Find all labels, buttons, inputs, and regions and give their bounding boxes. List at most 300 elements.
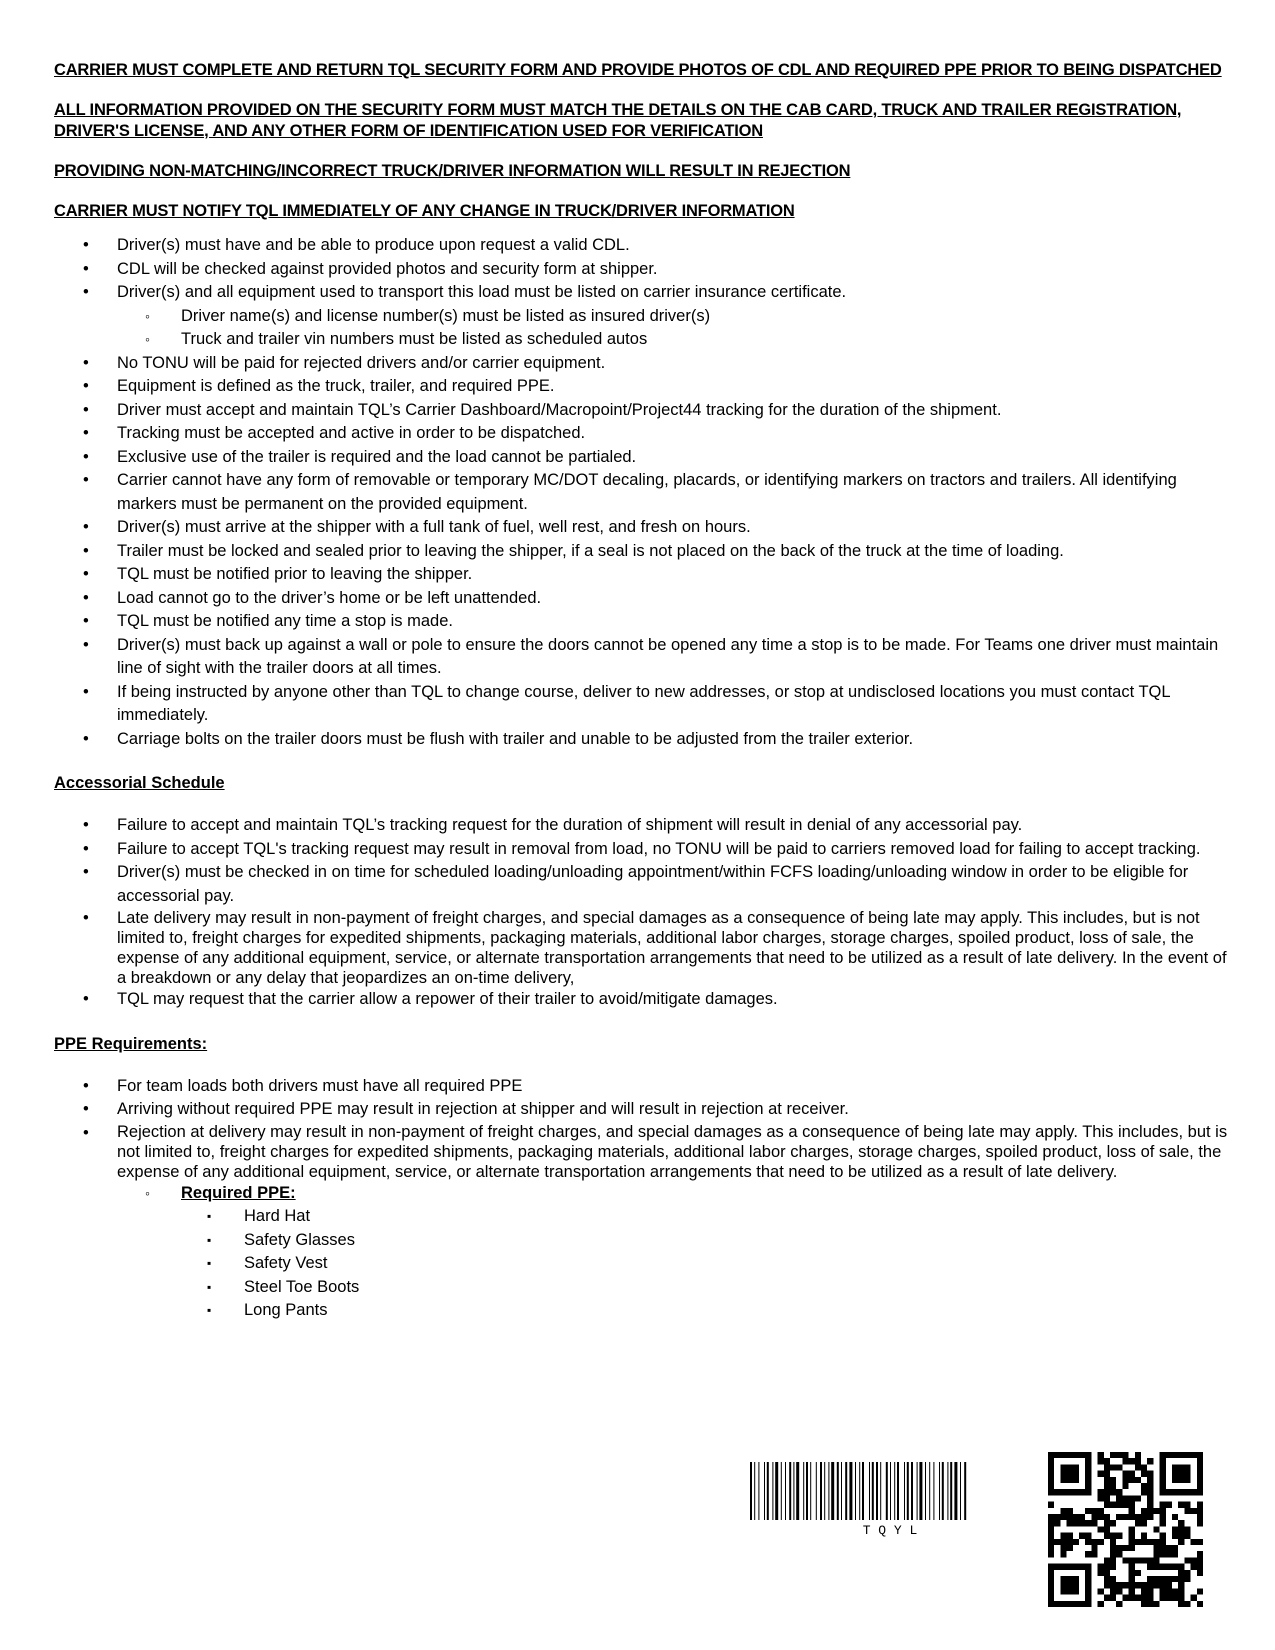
qr-data-module — [1147, 1477, 1153, 1483]
qr-finder-module — [1048, 1458, 1054, 1464]
qr-finder-module — [1067, 1452, 1073, 1458]
qr-finder-module — [1067, 1601, 1073, 1607]
qr-finder-module — [1048, 1582, 1054, 1588]
qr-data-module — [1135, 1570, 1141, 1576]
qr-data-module — [1104, 1576, 1110, 1582]
qr-data-module — [1116, 1514, 1122, 1520]
sub-list-item: ◦ Driver name(s) and license number(s) must be listed as insured driver(s) — [54, 305, 1234, 329]
barcode-bar — [845, 1462, 847, 1520]
header-notify-change: CARRIER MUST NOTIFY TQL IMMEDIATELY OF ANY CHANGE IN TRUCK/DRIVER INFORMATION — [54, 202, 795, 220]
barcode-bar — [904, 1462, 905, 1520]
qr-finder-module — [1048, 1464, 1054, 1470]
qr-data-module — [1110, 1502, 1116, 1508]
qr-data-module — [1129, 1514, 1135, 1520]
qr-data-module — [1160, 1508, 1166, 1514]
qr-data-module — [1135, 1595, 1141, 1601]
qr-finder-module — [1178, 1452, 1184, 1458]
qr-data-module — [1153, 1576, 1159, 1582]
qr-data-module — [1197, 1508, 1203, 1514]
barcode-bar — [775, 1462, 778, 1520]
qr-finder-module — [1054, 1564, 1060, 1570]
barcode-bar — [917, 1462, 918, 1520]
qr-data-module — [1129, 1477, 1135, 1483]
qr-data-module — [1197, 1551, 1203, 1557]
qr-data-module — [1184, 1557, 1190, 1563]
qr-finder-module — [1085, 1601, 1091, 1607]
qr-finder-module — [1048, 1595, 1054, 1601]
qr-finder-module — [1067, 1576, 1073, 1582]
barcode-bar — [855, 1462, 856, 1520]
qr-finder-module — [1085, 1582, 1091, 1588]
qr-finder-module — [1172, 1489, 1178, 1495]
barcode-bar — [831, 1462, 834, 1520]
qr-finder-module — [1067, 1582, 1073, 1588]
barcode-bar — [911, 1462, 913, 1520]
qr-data-module — [1110, 1588, 1116, 1594]
header-rejection: PROVIDING NON-MATCHING/INCORRECT TRUCK/DRIVER INFORMATION WILL RESULT IN REJECTION — [54, 162, 851, 180]
qr-data-module — [1141, 1489, 1147, 1495]
qr-data-module — [1098, 1452, 1104, 1458]
qr-data-module — [1153, 1508, 1159, 1514]
qr-data-module — [1166, 1545, 1172, 1551]
qr-data-module — [1178, 1526, 1184, 1532]
qr-finder-module — [1048, 1489, 1054, 1495]
sub-list-item: ◦ Truck and trailer vin numbers must be listed as scheduled autos — [54, 328, 1234, 352]
qr-finder-module — [1085, 1483, 1091, 1489]
qr-data-module — [1184, 1502, 1190, 1508]
barcode-bar — [772, 1462, 773, 1520]
qr-data-module — [1191, 1557, 1197, 1563]
qr-finder-module — [1079, 1601, 1085, 1607]
qr-data-module — [1197, 1557, 1203, 1563]
qr-data-module — [1085, 1533, 1091, 1539]
qr-data-module — [1166, 1551, 1172, 1557]
qr-finder-module — [1073, 1464, 1079, 1470]
qr-finder-module — [1048, 1588, 1054, 1594]
qr-data-module — [1160, 1582, 1166, 1588]
qr-data-module — [1122, 1502, 1128, 1508]
qr-data-module — [1141, 1483, 1147, 1489]
qr-data-module — [1104, 1570, 1110, 1576]
barcode-bar — [897, 1462, 899, 1520]
qr-data-module — [1141, 1601, 1147, 1607]
qr-finder-module — [1073, 1564, 1079, 1570]
qr-data-module — [1172, 1588, 1178, 1594]
list-item: • TQL must be notified prior to leaving the shipper. — [54, 563, 1234, 587]
qr-finder-module — [1079, 1564, 1085, 1570]
qr-finder-module — [1085, 1595, 1091, 1601]
qr-finder-module — [1197, 1464, 1203, 1470]
qr-finder-module — [1160, 1458, 1166, 1464]
qr-data-module — [1184, 1576, 1190, 1582]
qr-data-module — [1129, 1526, 1135, 1532]
qr-finder-module — [1085, 1564, 1091, 1570]
qr-data-module — [1079, 1520, 1085, 1526]
qr-data-module — [1048, 1526, 1054, 1532]
qr-finder-module — [1085, 1588, 1091, 1594]
qr-data-module — [1197, 1588, 1203, 1594]
qr-data-module — [1122, 1471, 1128, 1477]
qr-data-module — [1178, 1502, 1184, 1508]
qr-data-module — [1141, 1539, 1147, 1545]
list-item: • CDL will be checked against provided photos and security form at shipper. — [54, 258, 1234, 282]
barcode-bar — [816, 1462, 817, 1520]
barcode-bar — [824, 1462, 825, 1520]
qr-finder-module — [1048, 1601, 1054, 1607]
ppe-title: PPE Requirements: — [54, 1034, 208, 1053]
qr-finder-module — [1085, 1477, 1091, 1483]
barcode-bar — [886, 1462, 888, 1520]
qr-data-module — [1160, 1551, 1166, 1557]
qr-data-module — [1147, 1595, 1153, 1601]
qr-data-module — [1191, 1539, 1197, 1545]
qr-data-module — [1178, 1576, 1184, 1582]
qr-data-module — [1178, 1570, 1184, 1576]
header-information-match: ALL INFORMATION PROVIDED ON THE SECURITY FORM MUST MATCH THE DETAILS ON THE CAB CARD, TRUCK AND TRAILER REGISTRATION, DRIVER'S LICENSE, AND ANY OTHER FORM OF IDENTIFICATION USED FOR VERIFICATION — [54, 101, 1182, 140]
qr-data-module — [1166, 1595, 1172, 1601]
accessorial-list — [54, 814, 1234, 1012]
qr-data-module — [1153, 1539, 1159, 1545]
qr-data-module — [1110, 1551, 1116, 1557]
qr-data-module — [1160, 1539, 1166, 1545]
qr-finder-module — [1054, 1489, 1060, 1495]
qr-data-module — [1147, 1495, 1153, 1501]
qr-data-module — [1160, 1533, 1166, 1539]
qr-data-module — [1067, 1539, 1073, 1545]
barcode-bar — [880, 1462, 881, 1520]
qr-data-module — [1135, 1514, 1141, 1520]
qr-data-module — [1122, 1483, 1128, 1489]
qr-data-module — [1067, 1520, 1073, 1526]
qr-finder-module — [1048, 1471, 1054, 1477]
barcode-bar — [859, 1462, 860, 1520]
ppe-item: ▪ Hard Hat — [54, 1205, 1234, 1229]
qr-data-module — [1067, 1508, 1073, 1514]
barcode-bar — [828, 1462, 829, 1520]
qr-data-module — [1116, 1533, 1122, 1539]
qr-data-module — [1160, 1502, 1166, 1508]
qr-data-module — [1147, 1539, 1153, 1545]
qr-data-module — [1098, 1539, 1104, 1545]
qr-finder-module — [1054, 1452, 1060, 1458]
qr-data-module — [1153, 1557, 1159, 1563]
qr-finder-module — [1085, 1464, 1091, 1470]
qr-data-module — [1197, 1520, 1203, 1526]
barcode-bar — [754, 1462, 755, 1520]
qr-finder-module — [1184, 1489, 1190, 1495]
qr-data-module — [1178, 1520, 1184, 1526]
qr-data-module — [1054, 1514, 1060, 1520]
qr-data-module — [1135, 1582, 1141, 1588]
qr-data-module — [1110, 1452, 1116, 1458]
qr-data-module — [1147, 1564, 1153, 1570]
qr-data-module — [1172, 1564, 1178, 1570]
list-item: • Trailer must be locked and sealed prior to leaving the shipper, if a seal is not placed on the back of the truck at the time of loading. — [54, 540, 1234, 564]
qr-finder-module — [1172, 1464, 1178, 1470]
qr-data-module — [1048, 1514, 1054, 1520]
barcode-bar — [758, 1462, 759, 1520]
qr-data-module — [1110, 1582, 1116, 1588]
qr-data-module — [1129, 1458, 1135, 1464]
qr-data-module — [1178, 1601, 1184, 1607]
qr-data-module — [1060, 1514, 1066, 1520]
qr-finder-module — [1085, 1458, 1091, 1464]
qr-data-module — [1104, 1582, 1110, 1588]
qr-finder-module — [1160, 1483, 1166, 1489]
qr-data-module — [1178, 1595, 1184, 1601]
qr-data-module — [1110, 1483, 1116, 1489]
qr-finder-module — [1060, 1576, 1066, 1582]
list-item: • Late delivery may result in non-payment of freight charges, and special damages as a consequence of being late may apply. This includes, but is not limited to, freight charges for expedited shipments, packaging materials, additional labor charges, storage charges, spoiled product, loss of sale, the expense of any additional equipment, service, or alternate transportation arrangements that need to be utilized as a result of late delivery. In the event of a breakdown or any delay that jeopardizes an on-time delivery, — [54, 908, 1234, 988]
list-item — [54, 281, 1234, 352]
barcode-bar — [954, 1462, 957, 1520]
qr-data-module — [1141, 1582, 1147, 1588]
qr-data-module — [1110, 1464, 1116, 1470]
qr-data-module — [1141, 1595, 1147, 1601]
qr-data-module — [1135, 1520, 1141, 1526]
qr-data-module — [1098, 1564, 1104, 1570]
list-item: • TQL must be notified any time a stop is made. — [54, 610, 1234, 634]
qr-finder-module — [1184, 1452, 1190, 1458]
qr-data-module — [1122, 1458, 1128, 1464]
qr-data-module — [1110, 1489, 1116, 1495]
barcode-bar — [796, 1462, 799, 1520]
qr-finder-module — [1048, 1576, 1054, 1582]
requirements-list — [54, 234, 1234, 751]
qr-finder-module — [1048, 1570, 1054, 1576]
qr-data-module — [1129, 1595, 1135, 1601]
qr-finder-module — [1197, 1452, 1203, 1458]
barcode-bar — [841, 1462, 842, 1520]
qr-data-module — [1172, 1514, 1178, 1520]
qr-data-module — [1197, 1601, 1203, 1607]
qr-data-module — [1091, 1539, 1097, 1545]
insurance-sub-list — [117, 305, 1234, 352]
qr-data-module — [1091, 1545, 1097, 1551]
qr-data-module — [1178, 1539, 1184, 1545]
qr-finder-module — [1060, 1471, 1066, 1477]
qr-data-module — [1129, 1545, 1135, 1551]
barcode-bar — [894, 1462, 895, 1520]
barcode-bar — [785, 1462, 786, 1520]
barcode-bar — [960, 1462, 961, 1520]
qr-data-module — [1104, 1495, 1110, 1501]
barcode-bar — [849, 1462, 852, 1520]
qr-finder-module — [1067, 1471, 1073, 1477]
qr-data-module — [1048, 1539, 1054, 1545]
qr-data-module — [1166, 1588, 1172, 1594]
qr-data-module — [1098, 1471, 1104, 1477]
qr-data-module — [1172, 1595, 1178, 1601]
list-item: • Tracking must be accepted and active in order to be dispatched. — [54, 422, 1234, 446]
qr-data-module — [1091, 1551, 1097, 1557]
qr-data-module — [1104, 1514, 1110, 1520]
list-item: • Driver(s) must be checked in on time for scheduled loading/unloading appointment/within FCFS loading/unloading window in order to be eligible for accessorial pay. — [54, 861, 1234, 908]
qr-data-module — [1048, 1520, 1054, 1526]
qr-data-module — [1110, 1533, 1116, 1539]
qr-data-module — [1147, 1576, 1153, 1582]
ppe-item: ▪ Steel Toe Boots — [54, 1276, 1234, 1300]
list-item: • Driver must accept and maintain TQL’s Carrier Dashboard/Macropoint/Project44 tracking for the duration of the shipment. — [54, 399, 1234, 423]
qr-data-module — [1098, 1508, 1104, 1514]
ppe-sub-list — [117, 1182, 1234, 1323]
qr-data-module — [1073, 1514, 1079, 1520]
list-item — [54, 1122, 1234, 1323]
qr-finder-module — [1178, 1477, 1184, 1483]
qr-data-module — [1135, 1495, 1141, 1501]
qr-data-module — [1172, 1526, 1178, 1532]
qr-finder-module — [1166, 1452, 1172, 1458]
qr-data-module — [1129, 1582, 1135, 1588]
qr-data-module — [1141, 1464, 1147, 1470]
barcode-bar — [806, 1462, 808, 1520]
barcode-bar — [942, 1462, 944, 1520]
qr-data-module — [1054, 1520, 1060, 1526]
list-item: • Arriving without required PPE may result in rejection at shipper and will result in rejection at receiver. — [54, 1098, 1234, 1122]
barcode-bar — [820, 1462, 822, 1520]
qr-data-module — [1098, 1526, 1104, 1532]
qr-data-module — [1110, 1576, 1116, 1582]
qr-data-module — [1104, 1564, 1110, 1570]
qr-data-module — [1098, 1458, 1104, 1464]
qr-finder-module — [1067, 1477, 1073, 1483]
qr-data-module — [1085, 1551, 1091, 1557]
list-item: • Failure to accept and maintain TQL’s tracking request for the duration of shipment will result in denial of any accessorial pay. — [54, 814, 1234, 838]
barcode-bar — [837, 1462, 839, 1520]
barcode-bar — [890, 1462, 891, 1520]
qr-data-module — [1110, 1477, 1116, 1483]
qr-data-module — [1135, 1458, 1141, 1464]
barcode-bar — [869, 1462, 870, 1520]
qr-data-module — [1129, 1557, 1135, 1563]
qr-data-module — [1184, 1533, 1190, 1539]
qr-data-module — [1085, 1508, 1091, 1514]
qr-data-module — [1122, 1452, 1128, 1458]
qr-data-module — [1178, 1588, 1184, 1594]
list-item: • Driver(s) must have and be able to produce upon request a valid CDL. — [54, 234, 1234, 258]
qr-finder-module — [1191, 1489, 1197, 1495]
barcode-bar — [939, 1462, 940, 1520]
barcode-bar — [872, 1462, 874, 1520]
qr-data-module — [1160, 1564, 1166, 1570]
qr-finder-module — [1060, 1564, 1066, 1570]
qr-data-module — [1079, 1514, 1085, 1520]
qr-data-module — [1160, 1520, 1166, 1526]
qr-data-module — [1048, 1551, 1054, 1557]
list-item: • For team loads both drivers must have all required PPE — [54, 1075, 1234, 1099]
qr-data-module — [1153, 1601, 1159, 1607]
qr-data-module — [1110, 1545, 1116, 1551]
qr-data-module — [1060, 1545, 1066, 1551]
barcode-image — [748, 1462, 1032, 1537]
document-page — [54, 60, 1234, 1323]
qr-data-module — [1129, 1508, 1135, 1514]
qr-data-module — [1104, 1471, 1110, 1477]
qr-finder-module — [1048, 1477, 1054, 1483]
qr-data-module — [1048, 1533, 1054, 1539]
qr-finder-module — [1178, 1464, 1184, 1470]
qr-data-module — [1122, 1582, 1128, 1588]
qr-data-module — [1166, 1582, 1172, 1588]
barcode-bar — [803, 1462, 804, 1520]
qr-data-module — [1197, 1502, 1203, 1508]
qr-finder-module — [1073, 1588, 1079, 1594]
list-item: • Carriage bolts on the trailer doors must be flush with trailer and unable to be adjusted from the trailer exterior. — [54, 728, 1234, 752]
qr-finder-module — [1073, 1582, 1079, 1588]
qr-finder-module — [1060, 1464, 1066, 1470]
qr-data-module — [1098, 1489, 1104, 1495]
qr-data-module — [1091, 1508, 1097, 1514]
barcode-bar — [764, 1462, 765, 1520]
qr-data-module — [1147, 1557, 1153, 1563]
qr-data-module — [1116, 1545, 1122, 1551]
qr-data-module — [1141, 1514, 1147, 1520]
qr-finder-module — [1073, 1452, 1079, 1458]
qr-data-module — [1147, 1458, 1153, 1464]
qr-data-module — [1048, 1502, 1054, 1508]
list-item: • Load cannot go to the driver’s home or be left unattended. — [54, 587, 1234, 611]
qr-finder-module — [1197, 1458, 1203, 1464]
qr-finder-module — [1067, 1564, 1073, 1570]
qr-data-module — [1104, 1526, 1110, 1532]
barcode-bar — [767, 1462, 769, 1520]
qr-finder-module — [1060, 1477, 1066, 1483]
qr-code-icon — [1048, 1452, 1203, 1607]
qr-data-module — [1110, 1539, 1116, 1545]
qr-data-module — [1153, 1582, 1159, 1588]
qr-data-module — [1160, 1576, 1166, 1582]
list-item: • TQL may request that the carrier allow a repower of their trailer to avoid/mitigate damages. — [54, 988, 1234, 1012]
qr-finder-module — [1060, 1588, 1066, 1594]
qr-data-module — [1147, 1582, 1153, 1588]
qr-data-module — [1178, 1582, 1184, 1588]
qr-data-module — [1104, 1464, 1110, 1470]
qr-data-module — [1135, 1464, 1141, 1470]
qr-data-module — [1160, 1595, 1166, 1601]
qr-data-module — [1129, 1588, 1135, 1594]
qr-finder-module — [1085, 1471, 1091, 1477]
qr-data-module — [1122, 1514, 1128, 1520]
qr-data-module — [1129, 1539, 1135, 1545]
qr-data-module — [1160, 1588, 1166, 1594]
list-item: • If being instructed by anyone other than TQL to change course, deliver to new addresses, or stop at undisclosed locations you must contact TQL immediately. — [54, 681, 1234, 728]
qr-data-module — [1184, 1601, 1190, 1607]
qr-data-module — [1160, 1514, 1166, 1520]
list-item-text: Driver(s) and all equipment used to transport this load must be listed on carrier insurance certificate. — [117, 283, 847, 301]
accessorial-title: Accessorial Schedule — [54, 774, 225, 792]
barcode-bars — [750, 1462, 966, 1520]
qr-finder-module — [1172, 1471, 1178, 1477]
list-item: • Failure to accept TQL's tracking request may result in removal from load, no TONU will be paid to carriers removed load for failing to accept tracking. — [54, 838, 1234, 862]
qr-data-module — [1098, 1514, 1104, 1520]
qr-data-module — [1135, 1557, 1141, 1563]
qr-data-module — [1104, 1502, 1110, 1508]
qr-finder-module — [1160, 1477, 1166, 1483]
qr-data-module — [1191, 1564, 1197, 1570]
qr-data-module — [1116, 1601, 1122, 1607]
qr-data-module — [1110, 1557, 1116, 1563]
barcode-bar — [950, 1462, 952, 1520]
qr-data-module — [1104, 1557, 1110, 1563]
qr-finder-module — [1060, 1489, 1066, 1495]
qr-data-module — [1172, 1551, 1178, 1557]
qr-data-module — [1104, 1489, 1110, 1495]
ppe-item: ▪ Long Pants — [54, 1299, 1234, 1323]
qr-data-module — [1067, 1514, 1073, 1520]
qr-finder-module — [1085, 1576, 1091, 1582]
qr-data-module — [1085, 1520, 1091, 1526]
qr-data-module — [1197, 1539, 1203, 1545]
